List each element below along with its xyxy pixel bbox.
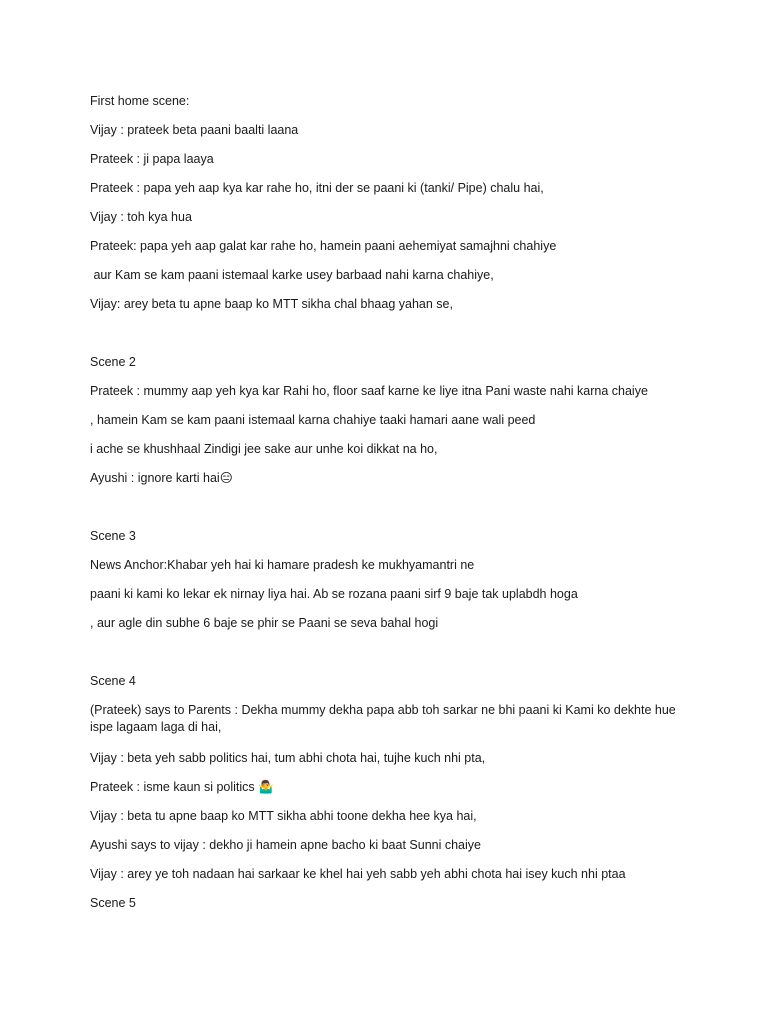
dialogue-line: Vijay: arey beta tu apne baap ko MTT sikha chal bhaag yahan se,: [90, 297, 453, 311]
dialogue-line: i ache se khushhaal Zindigi jee sake aur unhe koi dikkat na ho,: [90, 442, 438, 456]
scene-heading: Scene 5: [90, 896, 136, 910]
dialogue-line: (Prateek) says to Parents : Dekha mummy dekha papa abb toh sarkar ne bhi paani ki Kami ko dekhte hue ispe lagaam laga di hai,: [90, 703, 676, 734]
dialogue-line: Ayushi says to vijay : dekho ji hamein apne bacho ki baat Sunni chaiye: [90, 838, 481, 852]
dialogue-line: Prateek: papa yeh aap galat kar rahe ho, hamein paani aehemiyat samajhni chahiye: [90, 239, 557, 253]
dialogue-line: News Anchor:Khabar yeh hai ki hamare pradesh ke mukhyamantri ne: [90, 558, 475, 572]
dialogue-line: Vijay : beta tu apne baap ko MTT sikha abhi toone dekha hee kya hai,: [90, 809, 477, 823]
dialogue-line: aur Kam se kam paani istemaal karke usey barbaad nahi karna chahiye,: [90, 268, 494, 282]
dialogue-line: Vijay : arey ye toh nadaan hai sarkaar ke khel hai yeh sabb yeh abhi chota hai isey kuch nhi ptaa: [90, 867, 626, 881]
scene-heading: First home scene:: [90, 94, 190, 108]
dialogue-line: Vijay : beta yeh sabb politics hai, tum abhi chota hai, tujhe kuch nhi pta,: [90, 751, 486, 765]
scene-heading: Scene 4: [90, 674, 136, 688]
dialogue-line: Prateek : isme kaun si politics 🤷‍♂: [90, 780, 274, 794]
dialogue-line: Ayushi : ignore karti hai😑: [90, 471, 233, 485]
dialogue-line: Vijay : toh kya hua: [90, 210, 192, 224]
dialogue-line: , aur agle din subhe 6 baje se phir se Paani se seva bahal hogi: [90, 616, 439, 630]
dialogue-line: Prateek : papa yeh aap kya kar rahe ho, itni der se paani ki (tanki/ Pipe) chalu hai,: [90, 181, 544, 195]
dialogue-line: Vijay : prateek beta paani baalti laana: [90, 123, 299, 137]
dialogue-line: , hamein Kam se kam paani istemaal karna chahiye taaki hamari aane wali peed: [90, 413, 536, 427]
scene-heading: Scene 3: [90, 529, 136, 543]
dialogue-line: paani ki kami ko lekar ek nirnay liya hai. Ab se rozana paani sirf 9 baje tak uplabdh hoga: [90, 587, 578, 601]
dialogue-line: Prateek : ji papa laaya: [90, 152, 214, 166]
scene-heading: Scene 2: [90, 355, 136, 369]
dialogue-line: Prateek : mummy aap yeh kya kar Rahi ho, floor saaf karne ke liye itna Pani waste nahi karna chaiye: [90, 384, 648, 398]
